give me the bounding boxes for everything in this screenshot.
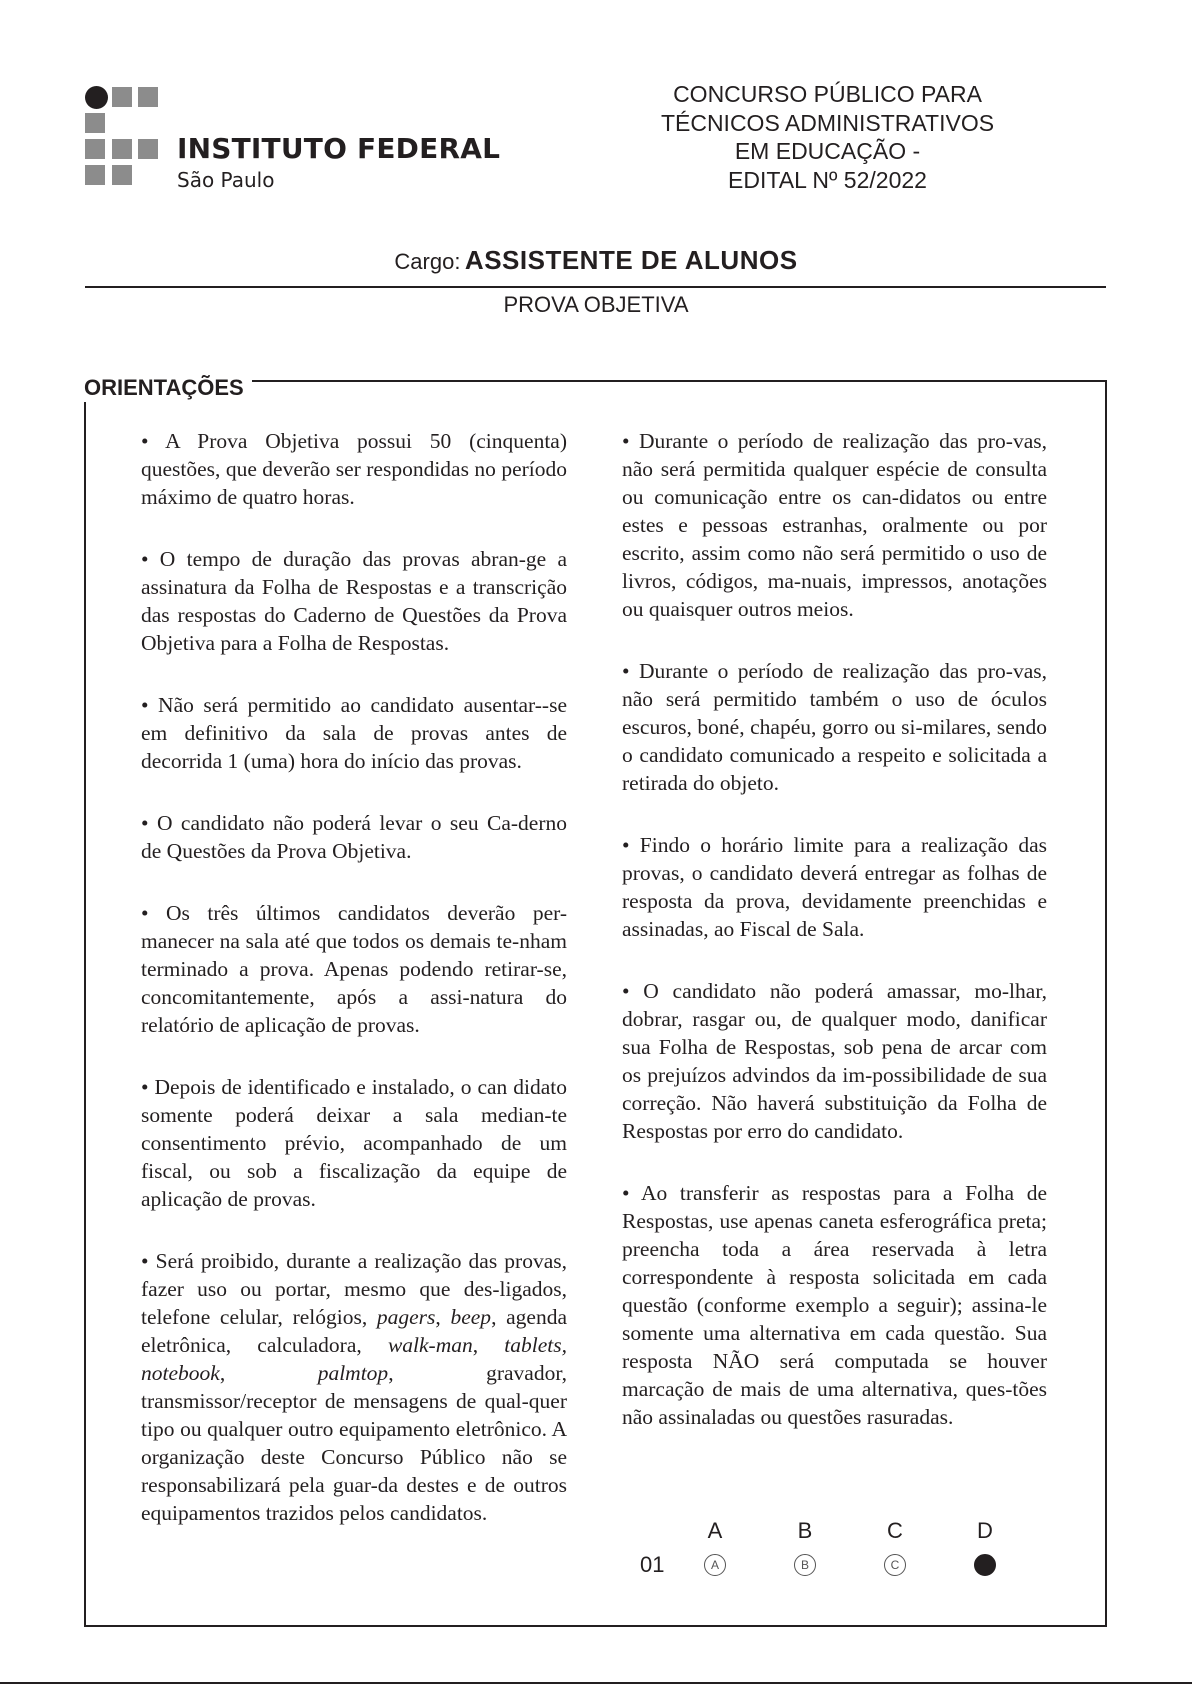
cargo-label: Cargo: — [394, 249, 461, 274]
answer-bubble-c: C — [884, 1554, 906, 1576]
instruction-text: , agenda eletrônica, calculadora, — [141, 1305, 567, 1357]
cargo-value: ASSISTENTE DE ALUNOS — [464, 245, 798, 275]
question-number: 01 — [640, 1552, 665, 1577]
answer-bubble-a: A — [704, 1554, 726, 1576]
instruction-item: • Durante o período de realização das pro-vas, não será permitida qualquer espécie de consulta ou comunicação entre os can-didatos ou entre estes e pessoas estranhas, oralmente ou por escrito, assim como não será permitido o uso de livros, códigos, ma-nuais, impressos, anotações ou quaisquer outros meios. — [622, 429, 1047, 621]
logo-square — [112, 139, 132, 159]
logo-square — [138, 87, 158, 107]
option-letter-b: B — [797, 1518, 813, 1543]
instruction-item: • Os três últimos candidatos deverão per-manecer na sala até que todos os demais te-nham terminado a prova. Apenas podendo retirar-se, concomitantemente, após a assi-natura do relatório de aplicação de provas. — [141, 901, 567, 1037]
instruction-item: • O tempo de duração das provas abran-ge a assinatura da Folha de Respostas e a transcrição das respostas do Caderno de Questões da Prova Objetiva para a Folha de Respostas. — [141, 547, 567, 655]
instructions-right-column — [622, 427, 1047, 1465]
instruction-item — [141, 1247, 567, 1527]
logo-square — [85, 113, 105, 133]
instruction-item: • O candidato não poderá levar o seu Ca-derno de Questões da Prova Objetiva. — [141, 811, 567, 863]
instruction-item: • Não será permitido ao candidato ausentar--se em definitivo da sala de provas antes de decorrida 1 (uma) hora do início das provas. — [141, 693, 567, 773]
instruction-item: • Depois de identificado e instalado, o can didato somente poderá deixar a sala median-te consentimento prévio, acompanhado de um fiscal, ou sob a fiscalização da equipe de aplicação de provas. — [141, 1075, 567, 1211]
exam-type: PROVA OBJETIVA — [503, 292, 689, 317]
logo-square — [112, 165, 132, 185]
instruction-text: , — [472, 1333, 505, 1357]
option-letter-d: D — [977, 1518, 993, 1543]
instruction-italic: walk-man — [387, 1333, 473, 1357]
divider — [85, 286, 1106, 288]
header-line: TÉCNICOS ADMINISTRATIVOS — [660, 109, 995, 136]
logo-dot-icon — [85, 86, 108, 109]
cargo-title — [0, 245, 1192, 276]
header-line: EM EDUCAÇÃO - — [734, 138, 921, 164]
instruction-text: , — [435, 1305, 451, 1329]
instruction-item: • Findo o horário limite para a realização das provas, o candidato deverá entregar as folhas de resposta da prova, devidamente preenchidas e assinadas, ao Fiscal de Sala. — [622, 833, 1047, 941]
instruction-italic: tablets, notebook — [141, 1333, 568, 1385]
logo-square — [138, 139, 158, 159]
answer-bubble-d-filled — [974, 1554, 996, 1576]
logo-square — [85, 165, 105, 185]
logo-subtitle: São Paulo — [177, 168, 275, 192]
exam-header — [600, 80, 1055, 194]
option-letter-c: C — [887, 1518, 903, 1543]
instruction-text: , — [219, 1361, 318, 1385]
logo-title: INSTITUTO FEDERAL — [177, 132, 501, 165]
instruction-item: • O candidato não poderá amassar, mo-lhar, dobrar, rasgar ou, de qualquer modo, danificar sua Folha de Respostas, sob pena de arcar com os prejuízos advindos da im-possibilidade de sua correção. Não haverá substituição da Folha de Respostas por erro do candidato. — [622, 979, 1047, 1143]
instruction-item: • Ao transferir as respostas para a Folha de Respostas, use apenas caneta esferográfica preta; preencha toda a área reservada à letra correspondente à resposta solicitada em cada questão (conforme exemplo a seguir); assina-le somente uma alternativa em cada questão. Sua resposta NÃO será computada se houver marcação de mais de uma alternativa, ques-tões não assinaladas ou questões rasuradas. — [622, 1181, 1047, 1429]
answer-bubble-b: B — [794, 1554, 816, 1576]
instruction-italic: pagers — [376, 1305, 436, 1329]
instruction-text: • Será proibido, durante a realização das provas, fazer uso ou portar, mesmo que des-ligados, telefone celular, relógios, — [141, 1249, 567, 1329]
logo-square — [112, 87, 132, 107]
logo — [85, 86, 505, 196]
instructions-heading: ORIENTAÇÕES — [84, 374, 252, 402]
instructions-left-column — [141, 427, 567, 1561]
logo-square — [85, 139, 105, 159]
instruction-text: , gravador, transmissor/receptor de mensagens de qual-quer tipo ou qualquer outro equipamento eletrônico. A organização deste Concurso Público não se responsabilizará pela guar-da destes e de outros equipamentos trazidos pelos candidatos. — [141, 1361, 567, 1525]
option-letter-a: A — [707, 1518, 723, 1543]
instruction-italic: palmtop — [317, 1361, 389, 1385]
instruction-item: • A Prova Objetiva possui 50 (cinquenta) questões, que deverão ser respondidas no período máximo de quatro horas. — [141, 429, 567, 509]
instruction-italic: beep — [450, 1305, 492, 1329]
header-line: EDITAL Nº 52/2022 — [728, 166, 927, 193]
header-line: CONCURSO PÚBLICO PARA — [673, 81, 982, 107]
answer-example — [630, 1518, 1050, 1588]
page-bottom-rule — [0, 1682, 1192, 1684]
instruction-item: • Durante o período de realização das pro-vas, não será permitido também o uso de óculos escuros, boné, chapéu, gorro ou si-milares, sendo o candidato comunicado a respeito e solicitada a retirada do objeto. — [622, 659, 1047, 795]
